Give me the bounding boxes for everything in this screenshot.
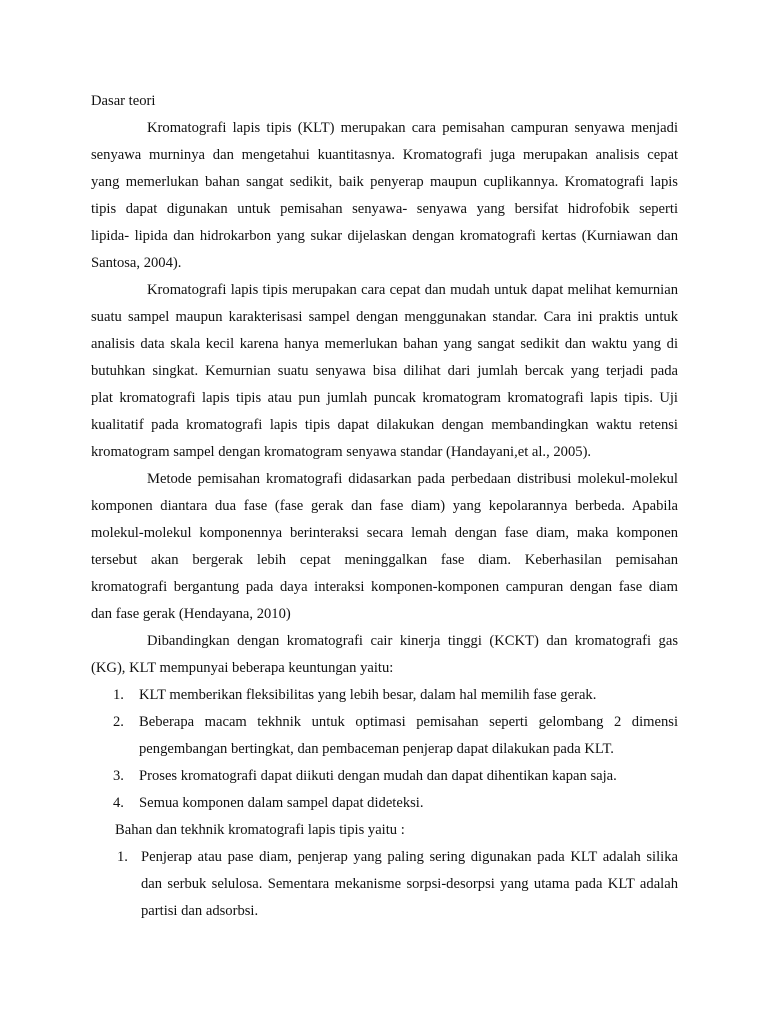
paragraph-1-line: Kromatografi lapis tipis (KLT) merupakan cara pemisahan campuran senyawa menjadi [147,120,678,136]
list-item-number: 1. [113,687,124,703]
paragraph-1-line: tipis dapat digunakan untuk pemisahan senyawa- senyawa yang bersifat hidrofobik seperti [91,201,678,217]
list-item-number: 1. [117,849,128,865]
paragraph-1-line: yang memerlukan bahan sangat sedikit, baik penyerap maupun cuplikannya. Kromatografi lapis [91,174,678,190]
list-item-text: Proses kromatografi dapat diikuti dengan mudah dan dapat dihentikan kapan saja. [139,768,617,784]
paragraph-2-line: butuhkan singkat. Kemurnian suatu senyawa bisa dilihat dari jumlah bercak yang terjadi pada [91,363,678,379]
paragraph-1-line: lipida- lipida dan hidrokarbon yang sukar dijelaskan dengan kromatografi kertas (Kurniawan dan [91,228,678,244]
paragraph-2-line: kualitatif pada kromatografi lapis tipis dapat dilakukan dengan membandingkan waktu retensi [91,417,678,433]
paragraph-4-line: (KG), KLT mempunyai beberapa keuntungan yaitu: [91,660,394,676]
paragraph-3-line: molekul-molekul komponennya berinteraksi secara lemah dengan fase diam, maka komponen [91,525,678,541]
paragraph-1-line: Santosa, 2004). [91,255,182,271]
paragraph-2-line: suatu sampel maupun karakterisasi sampel dengan menggunakan standar. Cara ini praktis untuk [91,309,678,325]
paragraph-3-line: komponen diantara dua fase (fase gerak dan fase diam) yang kepolarannya berbeda. Apabila [91,498,678,514]
list-item-text: Beberapa macam tekhnik untuk optimasi pemisahan seperti gelombang 2 dimensi [139,714,678,730]
list-item-number: 2. [113,714,124,730]
paragraph-1-line: senyawa murninya dan mengetahui kuantitasnya. Kromatografi juga merupakan analisis cepat [91,147,678,163]
paragraph-2-line: kromatogram sampel dengan kromatogram senyawa standar (Handayani,et al., 2005). [91,444,592,460]
subsection-heading: Bahan dan tekhnik kromatografi lapis tipis yaitu : [115,822,405,838]
paragraph-2-line: Kromatografi lapis tipis merupakan cara cepat dan mudah untuk dapat melihat kemurnian [147,282,678,298]
list-item-text: KLT memberikan fleksibilitas yang lebih besar, dalam hal memilih fase gerak. [139,687,597,703]
list-item-number: 4. [113,795,124,811]
paragraph-2-line: analisis data skala kecil karena hanya memerlukan bahan yang sangat sedikit dan waktu yang di [91,336,678,352]
paragraph-3-line: dan fase gerak (Hendayana, 2010) [91,606,291,622]
list-item-text: Penjerap atau pase diam, penjerap yang paling sering digunakan pada KLT adalah silika [141,849,678,865]
list-item-text: partisi dan adsorbsi. [141,903,259,919]
list-item-text: pengembangan bertingkat, dan pembaceman penjerap dapat dilakukan pada KLT. [139,741,614,757]
list-item-text: dan serbuk selulosa. Sementara mekanisme sorpsi-desorpsi yang utama pada KLT adalah [141,876,678,892]
paragraph-4-line: Dibandingkan dengan kromatografi cair kinerja tinggi (KCKT) dan kromatografi gas [147,633,678,649]
list-item-number: 3. [113,768,124,784]
paragraph-2-line: plat kromatografi lapis tipis atau pun jumlah puncak kromatogram kromatografi lapis tipis. Uji [91,390,678,406]
paragraph-3-line: tersebut akan bergerak lebih cepat meninggalkan fase diam. Keberhasilan pemisahan [91,552,678,568]
list-item-text: Semua komponen dalam sampel dapat dideteksi. [139,795,424,811]
section-heading: Dasar teori [91,93,156,109]
paragraph-3-line: Metode pemisahan kromatografi didasarkan pada perbedaan distribusi molekul-molekul [147,471,678,487]
paragraph-3-line: kromatografi bergantung pada daya interaksi komponen-komponen campuran dengan fase diam [91,579,678,595]
